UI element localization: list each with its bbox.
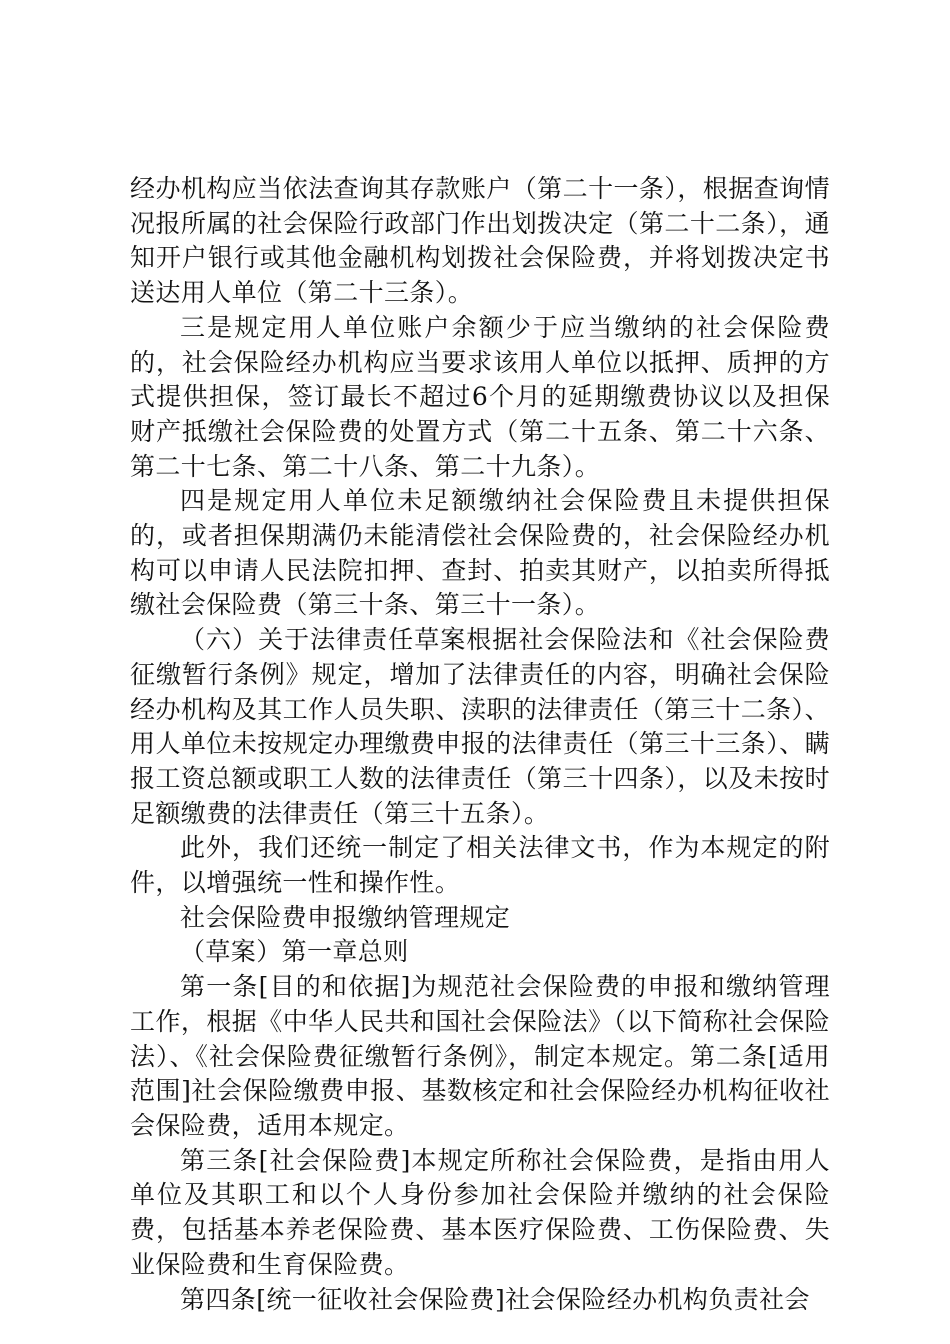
paragraph-attachments: 此外，我们还统一制定了相关法律文书，作为本规定的附件，以增强统一性和操作性。 (130, 833, 830, 898)
paragraph-continuation: 经办机构应当依法查询其存款账户（第二十一条），根据查询情况报所属的社会保险行政部门作出划拨决定（第二十二条），通知开户银行或其他金融机构划拨社会保险费，并将划拨决定书送达用人单位（第二十三条）。 (130, 174, 830, 308)
paragraph-item-three: 三是规定用人单位账户余额少于应当缴纳的社会保险费的，社会保险经办机构应当要求该用人单位以抵押、质押的方式提供担保，签订最长不超过6个月的延期缴费协议以及担保财产抵缴社会保险费的处置方式（第二十五条、第二十六条、第二十七条、第二十八条、第二十九条）。 (130, 312, 830, 481)
document-body (130, 172, 830, 1317)
paragraph-item-four: 四是规定用人单位未足额缴纳社会保险费且未提供担保的，或者担保期满仍未能清偿社会保险费的，社会保险经办机构可以申请人民法院扣押、查封、拍卖其财产，以拍卖所得抵缴社会保险费（第三十条、第三十一条）。 (130, 486, 830, 620)
regulation-title: 社会保险费申报缴纳管理规定 (180, 902, 511, 932)
article-four: 第四条[统一征收社会保险费]社会保险经办机构负责社会 (180, 1284, 810, 1314)
paragraph-legal-liability: （六）关于法律责任草案根据社会保险法和《社会保险费征缴暂行条例》规定，增加了法律责任的内容，明确社会保险经办机构及其工作人员失职、渎职的法律责任（第三十二条）、用人单位未按规定办理缴费申报的法律责任（第三十三条）、瞒报工资总额或职工人数的法律责任（第三十四条），以及未按时足额缴费的法律责任（第三十五条）。 (130, 625, 830, 828)
article-three: 第三条[社会保险费]本规定所称社会保险费，是指由用人单位及其职工和以个人身份参加社会保险并缴纳的社会保险费，包括基本养老保险费、基本医疗保险费、工伤保险费、失业保险费和生育保险费。 (130, 1145, 830, 1279)
article-one-two: 第一条[目的和依据]为规范社会保险费的申报和缴纳管理工作，根据《中华人民共和国社会保险法》（以下简称社会保险法）、《社会保险费征缴暂行条例》，制定本规定。第二条[适用范围]社会保险缴费申报、基数核定和社会保险经办机构征收社会保险费，适用本规定。 (130, 972, 830, 1140)
chapter-heading: （草案）第一章总则 (180, 937, 409, 967)
